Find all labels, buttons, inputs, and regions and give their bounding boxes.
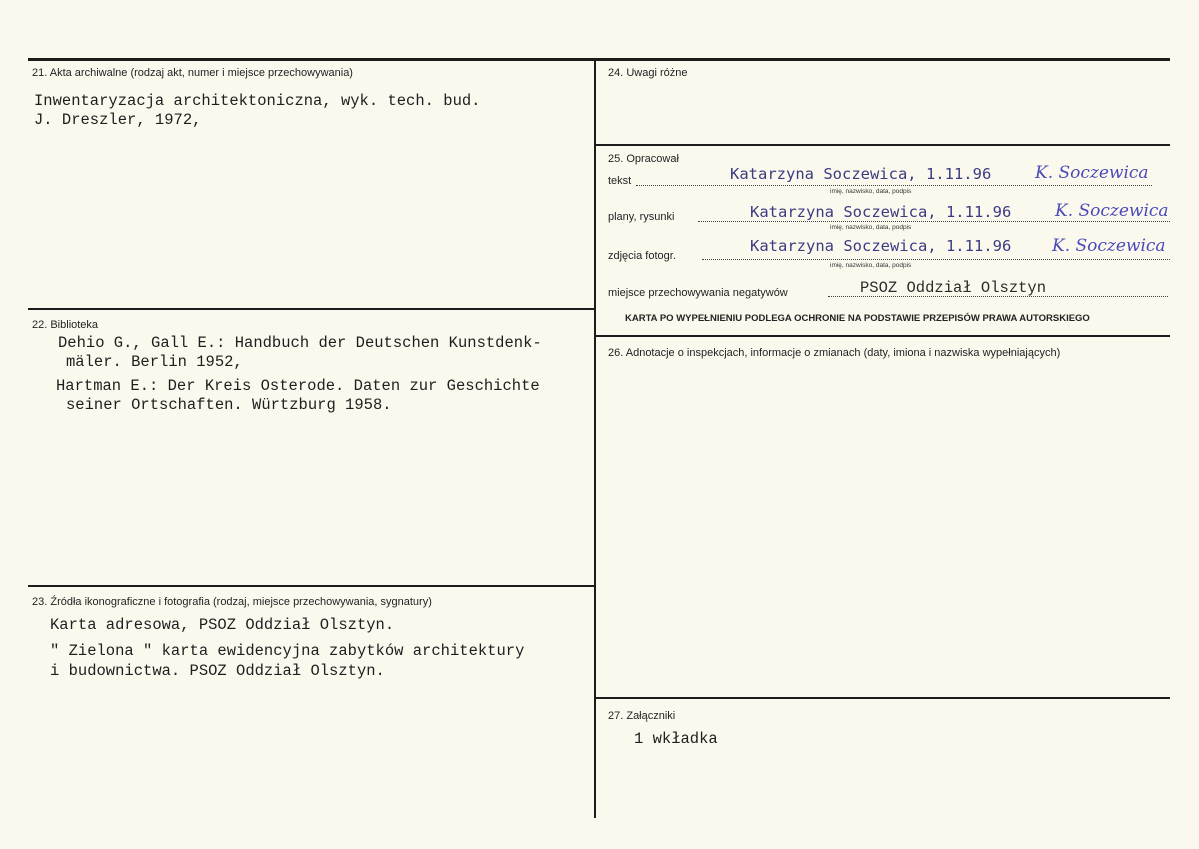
tekst-value: Katarzyna Soczewica, 1.11.96	[730, 165, 992, 183]
zdjecia-value: Katarzyna Soczewica, 1.11.96	[750, 237, 1012, 255]
negatives-label: miejsce przechowywania negatywów	[608, 287, 788, 299]
negatives-value: PSOZ Oddział Olsztyn	[860, 279, 1047, 297]
section-22-label: 22. Biblioteka	[32, 319, 99, 331]
left-divider-2	[28, 585, 594, 587]
right-divider-1	[596, 144, 1170, 146]
plany-value: Katarzyna Soczewica, 1.11.96	[750, 203, 1012, 221]
tekst-label: tekst	[608, 175, 632, 187]
section-23-line-3: i budownictwa. PSOZ Oddział Olsztyn.	[50, 662, 385, 680]
section-23-line-1: Karta adresowa, PSOZ Oddział Olsztyn.	[50, 616, 395, 634]
section-23-line-2: " Zielona " karta ewidencyjna zabytków architektury	[50, 642, 525, 660]
right-divider-2	[596, 335, 1170, 337]
section-21-line-2: J. Dreszler, 1972,	[34, 111, 202, 129]
plany-dotted-line	[698, 221, 1170, 222]
right-divider-3	[596, 697, 1170, 699]
section-22-line-4: seiner Ortschaften. Würtzburg 1958.	[66, 396, 392, 414]
center-divider	[594, 58, 596, 818]
section-22-line-1: Dehio G., Gall E.: Handbuch der Deutschen Kunstdenk-	[58, 334, 542, 352]
plany-label: plany, rysunki	[608, 211, 675, 223]
section-22-line-2: mäler. Berlin 1952,	[66, 353, 243, 371]
section-27-value: 1 wkładka	[634, 730, 718, 748]
section-24-label: 24. Uwagi różne	[608, 67, 688, 79]
zdjecia-signature: K. Soczewica	[1052, 236, 1166, 256]
tekst-signature: K. Soczewica	[1035, 163, 1149, 183]
zdjecia-caption: imię, nazwisko, data, podpis	[830, 262, 912, 269]
tekst-dotted-line	[636, 185, 1152, 186]
section-23-label: 23. Źródła ikonograficzne i fotografia (rodzaj, miejsce przechowywania, sygnatury)	[32, 596, 432, 608]
section-21-label: 21. Akta archiwalne (rodzaj akt, numer i miejsce przechowywania)	[32, 67, 353, 79]
copyright-notice: KARTA PO WYPEŁNIENIU PODLEGA OCHRONIE NA PODSTAWIE PRZEPISÓW PRAWA AUTORSKIEGO	[625, 313, 1090, 324]
section-21-line-1: Inwentaryzacja architektoniczna, wyk. tech. bud.	[34, 92, 481, 110]
plany-signature: K. Soczewica	[1055, 201, 1169, 221]
left-divider-1	[28, 308, 594, 310]
section-22-line-3: Hartman E.: Der Kreis Osterode. Daten zur Geschichte	[56, 377, 540, 395]
tekst-caption: imię, nazwisko, data, podpis	[830, 188, 912, 195]
plany-caption: imię, nazwisko, data, podpis	[830, 224, 912, 231]
section-27-label: 27. Załączniki	[608, 710, 676, 722]
section-26-label: 26. Adnotacje o inspekcjach, informacje o zmianach (daty, imiona i nazwiska wypełniających)	[608, 347, 1061, 359]
section-25-label: 25. Opracował	[608, 153, 679, 165]
zdjecia-label: zdjęcia fotogr.	[608, 250, 676, 262]
zdjecia-dotted-line	[702, 259, 1170, 260]
top-border	[28, 58, 1170, 61]
